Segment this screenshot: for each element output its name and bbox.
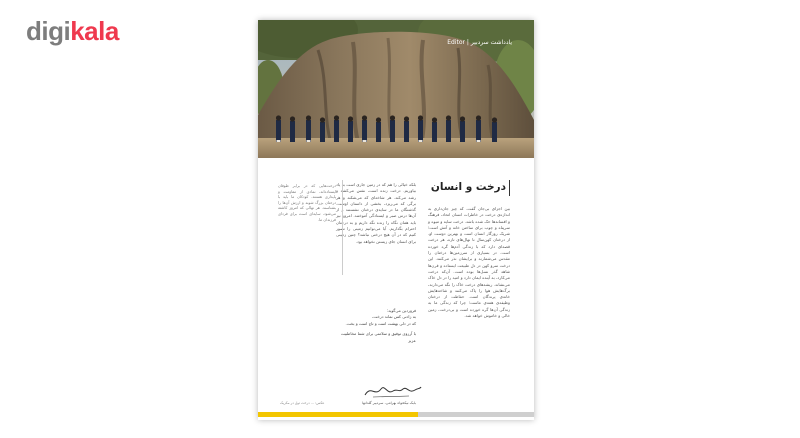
digikala-logo[interactable]	[26, 16, 119, 46]
article-title: درخت و انسان	[430, 181, 506, 193]
magazine-page-image[interactable]	[258, 20, 534, 420]
tree-photo	[258, 20, 534, 158]
signature-caption: بابک نیکخواه بهرامی، سردبیر گلدانها	[362, 401, 416, 405]
footer-bar	[258, 412, 534, 417]
closing-line: فروردین می‌گوید:	[386, 308, 416, 313]
photo-footnote: عکس: ... درخت تولِ در مکزیک	[280, 401, 325, 405]
closing-line: به زادنی کس نماند درخت،	[372, 314, 416, 320]
closing-line: با آرزوی توفیق و سلامتی برای شما مخاطبیت عزیز	[340, 331, 416, 343]
column-divider	[342, 180, 343, 275]
logo-text-red: kala	[70, 16, 119, 46]
editor-signature	[363, 383, 423, 403]
closing-line: که در دلی بهشت است و تاج است و بخت.	[345, 320, 416, 326]
section-header-label: یادداشت سردبیر | Editor	[447, 39, 512, 46]
title-accent-bar	[509, 180, 511, 196]
logo-text-gray: digi	[26, 16, 71, 46]
article-column-right: بین اجزای بی‌جان گفت، که چیز جان‌داری به اندازه‌ی درخت در خاطرات انسان اتحاد، فرهنگ و افسانه‌ها حک شده باشد. درخت سایه و میوه و سرپناه و چوب برای ساختن خانه و آتش است؛ شریک روزگار انسان است و بهترین دوست او. از درختان کهن‌سال تا نهال‌های تازه، هر درخت قصه‌ای دارد که با زندگی آدم‌ها گره خورده است. در بسیاری از سرزمین‌ها درختان را مقدس می‌شمارند و برایشان نذر می‌کنند. این درخت سرو کهن در دل طبیعت ایستاده و قرن‌ها شاهد گذر نسل‌ها بوده است. آن‌که درخت می‌کارد، به آینده ایمان دارد و امید را در دل خاک می‌نشاند. ریشه‌های درخت خاک را نگه می‌دارند، برگ‌هایش هوا را پاک می‌کنند و شاخه‌هایش خانه‌ی پرندگان است. حفاظت از درختان وظیفه‌ی همه‌ی ماست؛ چرا که زندگی ما به زندگی آن‌ها گره خورده است و بی‌درخت، زمین خالی و خاموش خواهد شد.	[428, 206, 510, 319]
article-column-middle: بلکه خیالی را هم که در زمین جاری است به یاد بیاوریم. درخت زنده است، نفس می‌کشد و رشد می‌کند. هر شاخه‌ای که می‌شکند و هر برگی که می‌ریزد، بخشی از داستان اوست. گذشتگان ما در سایه‌ی درختان نشستند و از آن‌ها درس صبر و ایستادگی آموختند. امروز نیز باید همان نگاه را زنده نگه داریم و به درختان احترام بگذاریم. آیا می‌توانیم زمینی را تصور کنیم که در آن هیچ درختی نباشد؟ چنین زمینی برای انسان جای زیستن نخواهد بود.	[336, 182, 416, 244]
article-sidebar-column: درخت‌هایی که در برابر طوفان ایستاده‌اند، نمادی از مقاومت و پایداری هستند. کودکان ما باید با درختان بزرگ شوند و ارزش آن‌ها را بشناسند. هر نهالی که امروز کاشته می‌شود، سایه‌ای است برای فردای فرزندان ما.	[278, 183, 336, 222]
closing-verse	[336, 308, 416, 344]
footer-accent-bar	[258, 412, 418, 417]
